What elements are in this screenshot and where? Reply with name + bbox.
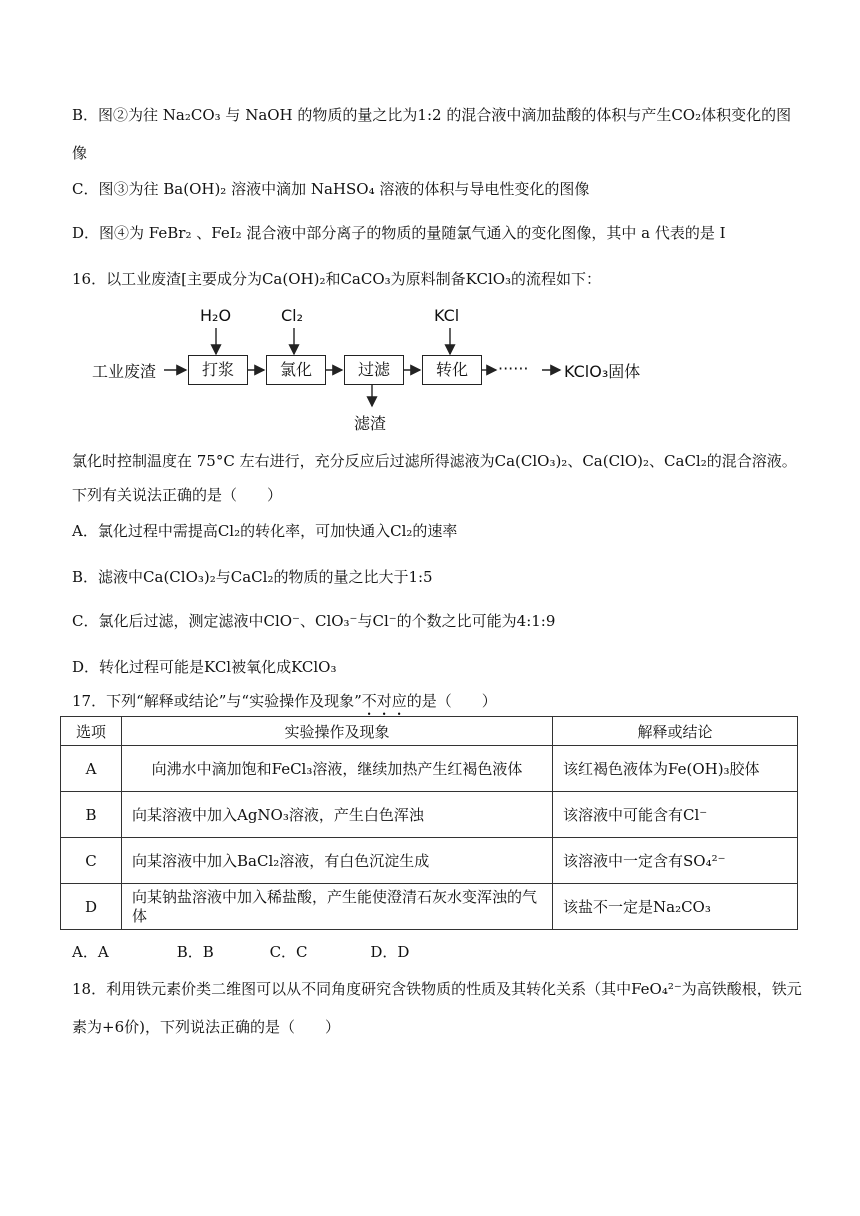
q17-stem-emphasis: 不对应	[361, 692, 407, 710]
row-operation: 向沸水中滴加饱和FeCl₃溶液，继续加热产生红褐色液体	[122, 746, 553, 792]
q18-stem-line2: 素为+6价)，下列说法正确的是（ ）	[72, 1018, 340, 1036]
row-conclusion: 该溶液中一定含有SO₄²⁻	[553, 838, 798, 884]
row-option: B	[61, 792, 122, 838]
q15-option-b-line1: B．图②为往 Na₂CO₃ 与 NaOH 的物质的量之比为1:2 的混合液中滴加盐酸的体积与产生CO₂体积变化的图	[72, 106, 792, 124]
flow-step-3: 过滤	[344, 355, 404, 385]
flow-input-cl2: Cl₂	[281, 306, 304, 325]
row-operation: 向某溶液中加入BaCl₂溶液，有白色沉淀生成	[122, 838, 553, 884]
table-row	[61, 884, 798, 930]
flow-input-kcl: KCl	[434, 306, 460, 325]
table-row	[61, 792, 798, 838]
flow-step-4: 转化	[422, 355, 482, 385]
flow-byproduct: 滤渣	[354, 414, 387, 433]
q17-options	[72, 941, 409, 963]
row-option: C	[61, 838, 122, 884]
header-operation: 实验操作及现象	[122, 717, 553, 746]
q17-option-a: A．A	[72, 943, 109, 961]
q17-option-c: C．C	[269, 943, 308, 961]
flow-input-h2o: H₂O	[200, 306, 232, 325]
flow-dots: ······	[498, 359, 529, 378]
q17-stem-pre: 17．下列“解释或结论”与“实验操作及现象”	[72, 692, 362, 710]
process-flow-diagram	[72, 300, 792, 440]
q15-option-b-line2: 像	[72, 144, 88, 162]
flow-end: KClO₃固体	[564, 362, 641, 381]
q17-option-d: D．D	[370, 943, 410, 961]
q15-option-d: D．图④为 FeBr₂ 、FeI₂ 混合液中部分离子的物质的量随氯气通入的变化图像，其中 a 代表的是 I	[72, 224, 726, 242]
row-conclusion: 该溶液中可能含有Cl⁻	[553, 792, 798, 838]
q17-option-b: B．B	[176, 943, 214, 961]
q15-option-c: C．图③为往 Ba(OH)₂ 溶液中滴加 NaHSO₄ 溶液的体积与导电性变化的图像	[72, 180, 590, 198]
q17-stem	[72, 690, 497, 719]
q16-option-a: A．氯化过程中需提高Cl₂的转化率，可加快通入Cl₂的速率	[72, 522, 458, 540]
flow-start: 工业废渣	[92, 362, 157, 381]
q16-option-b: B．滤液中Ca(ClO₃)₂与CaCl₂的物质的量之比大于1:5	[72, 568, 433, 586]
header-conclusion: 解释或结论	[553, 717, 798, 746]
table-row	[61, 746, 798, 792]
row-option: D	[61, 884, 122, 930]
experiment-table	[60, 716, 798, 930]
row-conclusion: 该盐不一定是Na₂CO₃	[553, 884, 798, 930]
row-option: A	[61, 746, 122, 792]
table-header-row	[61, 717, 798, 746]
q17-stem-post: 的是（ ）	[406, 692, 497, 710]
header-option: 选项	[61, 717, 122, 746]
row-operation: 向某溶液中加入AgNO₃溶液，产生白色浑浊	[122, 792, 553, 838]
row-conclusion: 该红褐色液体为Fe(OH)₃胶体	[553, 746, 798, 792]
flow-step-1: 打浆	[188, 355, 248, 385]
q16-stem: 16．以工业废渣[主要成分为Ca(OH)₂和CaCO₃为原料制备KClO₃的流程如下：	[72, 270, 602, 288]
q18-stem-line1: 18．利用铁元素价类二维图可以从不同角度研究含铁物质的性质及其转化关系（其中FeO₄²⁻为高铁酸根，铁元	[72, 980, 802, 998]
flow-step-2: 氯化	[266, 355, 326, 385]
q16-option-c: C．氯化后过滤，测定滤液中ClO⁻、ClO₃⁻与Cl⁻的个数之比可能为4:1:9	[72, 612, 556, 630]
row-operation: 向某钠盐溶液中加入稀盐酸，产生能使澄清石灰水变浑浊的气体	[122, 884, 553, 930]
q16-option-d: D．转化过程可能是KCl被氧化成KClO₃	[72, 658, 337, 676]
q16-ask: 下列有关说法正确的是（ ）	[72, 486, 283, 504]
table-row	[61, 838, 798, 884]
q16-description: 氯化时控制温度在 75°C 左右进行，充分反应后过滤所得滤液为Ca(ClO₃)₂、Ca(ClO)₂、CaCl₂的混合溶液。	[72, 452, 797, 470]
